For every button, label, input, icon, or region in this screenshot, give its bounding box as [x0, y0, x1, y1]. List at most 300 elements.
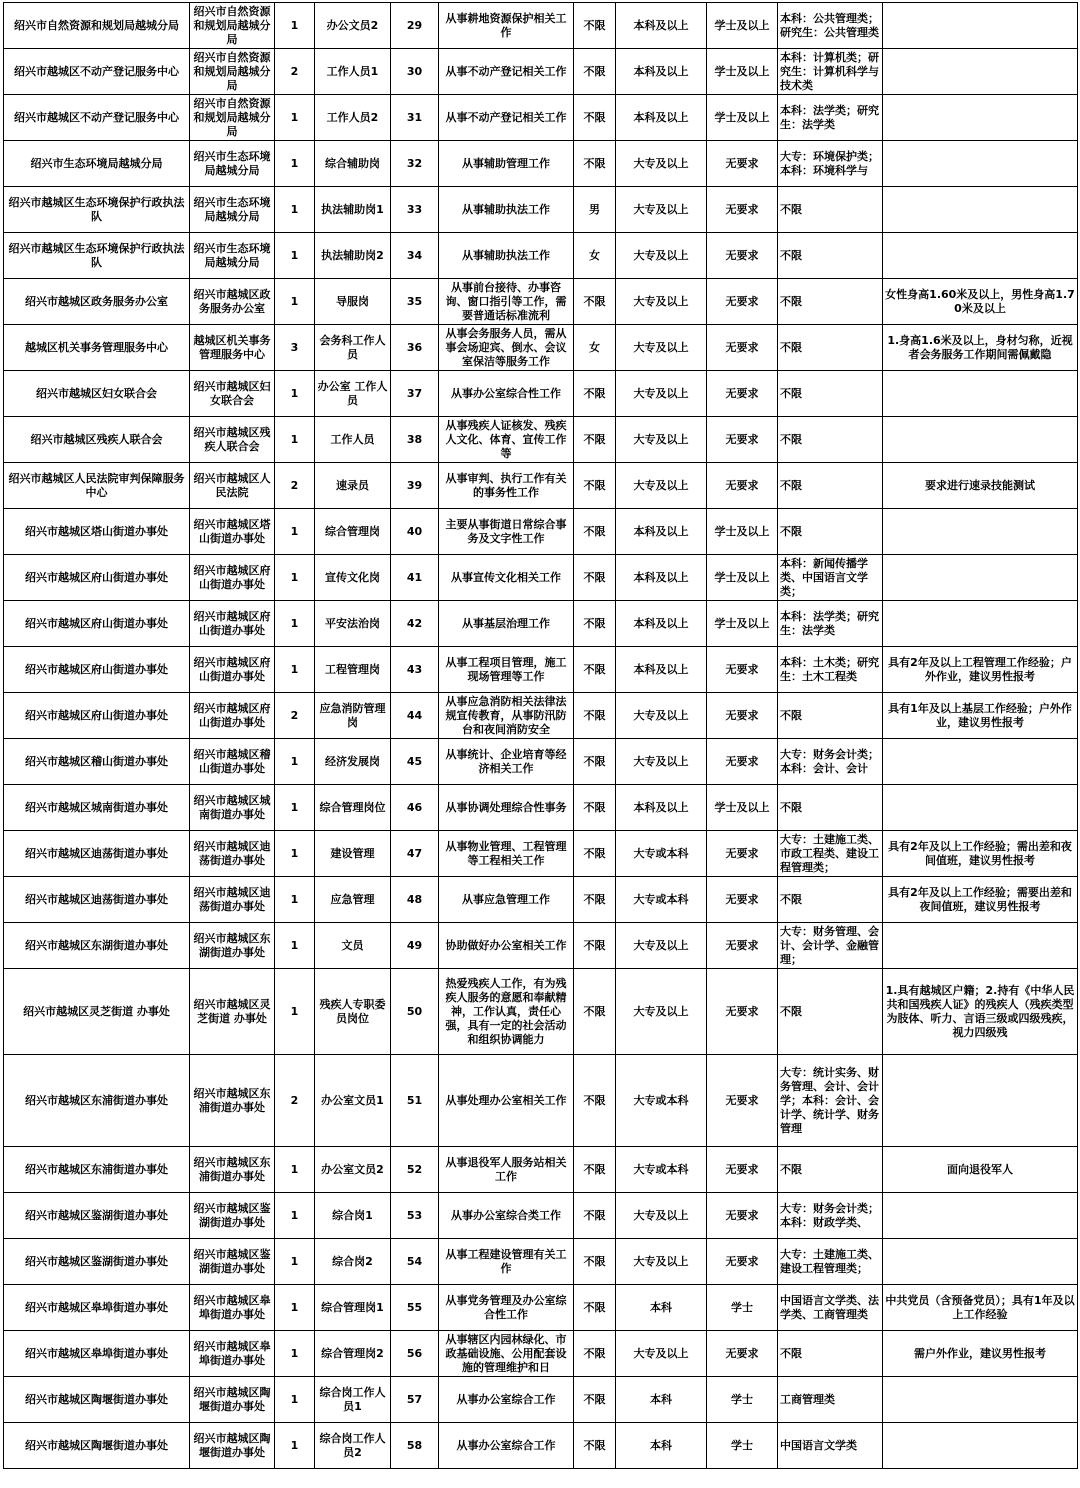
major-cell	[778, 1193, 883, 1239]
position-cell	[315, 877, 391, 923]
job-duty-cell	[439, 233, 574, 279]
major-text: 不限	[780, 478, 802, 492]
unit-cell	[190, 1055, 275, 1147]
gender-text: 不限	[583, 294, 606, 308]
major-cell	[778, 877, 883, 923]
degree-text: 无要求	[725, 892, 759, 906]
degree-cell	[707, 509, 778, 555]
remarks-cell	[883, 187, 1078, 233]
job-duty-cell	[439, 923, 574, 969]
education-cell	[616, 1147, 707, 1193]
education-text: 大专及以上	[633, 1208, 689, 1222]
position-cell	[315, 739, 391, 785]
education-text: 大专及以上	[633, 248, 689, 262]
headcount-text: 1	[290, 1438, 299, 1452]
position-text: 工作人员	[330, 432, 375, 446]
degree-cell	[707, 95, 778, 141]
education-text: 大专及以上	[633, 432, 689, 446]
position-cell	[315, 601, 391, 647]
position-cell	[315, 1147, 391, 1193]
major-text: 本科：新闻传播学类、中国语言文学类；	[780, 556, 868, 598]
remarks-cell	[883, 555, 1078, 601]
education-text: 大专及以上	[633, 156, 689, 170]
position-cell	[315, 417, 391, 463]
table-row	[4, 1423, 1078, 1469]
position-cell	[315, 1239, 391, 1285]
position-cell	[315, 785, 391, 831]
gender-text: 不限	[583, 1392, 606, 1406]
remarks-cell	[883, 49, 1078, 95]
degree-cell	[707, 831, 778, 877]
position-code-text: 29	[406, 18, 423, 32]
position-cell	[315, 1377, 391, 1423]
gender-cell	[574, 1193, 616, 1239]
position-text: 综合岗2	[332, 1254, 373, 1268]
job-duty-text: 从事辖区内园林绿化、市政基础设施、公用配套设施的管理维护和日	[445, 1332, 567, 1374]
gender-text: 不限	[583, 708, 606, 722]
position-cell	[315, 693, 391, 739]
gender-text: 不限	[583, 1300, 606, 1314]
headcount-text: 1	[290, 1346, 299, 1360]
unit-cell	[190, 555, 275, 601]
gender-text: 不限	[583, 1254, 606, 1268]
position-code-text: 50	[406, 1004, 423, 1018]
gender-cell	[574, 49, 616, 95]
major-cell	[778, 187, 883, 233]
gender-cell	[574, 325, 616, 371]
employer-text: 绍兴市越城区东湖街道办事处	[25, 938, 168, 952]
education-cell	[616, 969, 707, 1055]
education-text: 大专及以上	[633, 478, 689, 492]
unit-cell	[190, 279, 275, 325]
degree-cell	[707, 371, 778, 417]
headcount-cell	[275, 463, 315, 509]
employer-cell	[4, 509, 190, 555]
degree-cell	[707, 647, 778, 693]
education-text: 大专或本科	[633, 846, 689, 860]
gender-text: 不限	[583, 1093, 606, 1107]
employer-cell	[4, 187, 190, 233]
degree-cell	[707, 279, 778, 325]
remarks-cell	[883, 877, 1078, 923]
position-code-text: 31	[406, 110, 423, 124]
gender-text: 不限	[583, 18, 606, 32]
position-code-cell	[391, 969, 439, 1055]
job-duty-cell	[439, 417, 574, 463]
gender-text: 不限	[583, 1438, 606, 1452]
gender-cell	[574, 877, 616, 923]
employer-cell	[4, 1147, 190, 1193]
major-text: 工商管理类	[780, 1392, 835, 1406]
position-code-cell	[391, 371, 439, 417]
unit-text: 绍兴市越城区人民法院	[193, 471, 271, 499]
gender-cell	[574, 371, 616, 417]
major-cell	[778, 1285, 883, 1331]
degree-text: 无要求	[725, 1162, 759, 1176]
employer-text: 绍兴市越城区灵芝街道 办事处	[23, 1004, 170, 1018]
unit-text: 绍兴市越城区东湖街道办事处	[193, 931, 271, 959]
headcount-text: 1	[290, 1300, 299, 1314]
employer-text: 绍兴市越城区东浦街道办事处	[25, 1093, 168, 1107]
job-duty-cell	[439, 1147, 574, 1193]
major-text: 不限	[780, 1162, 802, 1176]
headcount-text: 1	[290, 616, 299, 630]
job-duty-cell	[439, 463, 574, 509]
gender-cell	[574, 1239, 616, 1285]
job-duty-text: 从事物业管理、工程管理等工程相关工作	[445, 839, 567, 867]
table-row	[4, 739, 1078, 785]
education-cell	[616, 95, 707, 141]
education-text: 本科及以上	[633, 524, 689, 538]
job-duty-cell	[439, 49, 574, 95]
employer-text: 绍兴市越城区迪荡街道办事处	[25, 892, 168, 906]
job-duty-text: 热爱残疾人工作，有为残疾人服务的意愿和奉献精神，工作认真，责任心强，具有一定的社会活动和组织协调能力	[445, 976, 567, 1046]
position-code-text: 30	[406, 64, 423, 78]
gender-cell	[574, 693, 616, 739]
headcount-cell	[275, 923, 315, 969]
employer-cell	[4, 3, 190, 49]
employer-cell	[4, 1055, 190, 1147]
job-duty-text: 从事统计、企业培育等经济相关工作	[445, 747, 567, 775]
job-duty-cell	[439, 555, 574, 601]
remarks-cell	[883, 831, 1078, 877]
education-text: 大专及以上	[633, 754, 689, 768]
unit-cell	[190, 1239, 275, 1285]
position-text: 会务科工作人员	[319, 333, 386, 361]
job-duty-text: 从事工程建设管理有关工作	[445, 1247, 567, 1275]
table-row	[4, 141, 1078, 187]
gender-cell	[574, 601, 616, 647]
position-code-text: 43	[406, 662, 423, 676]
degree-cell	[707, 1285, 778, 1331]
employer-text: 绍兴市越城区府山街道办事处	[25, 708, 168, 722]
unit-text: 绍兴市自然资源和规划局越城分局	[193, 4, 271, 46]
unit-text: 绍兴市越城区东浦街道办事处	[193, 1155, 271, 1183]
headcount-text: 1	[290, 294, 299, 308]
degree-cell	[707, 417, 778, 463]
gender-text: 不限	[583, 846, 606, 860]
headcount-text: 1	[290, 892, 299, 906]
unit-cell	[190, 509, 275, 555]
education-cell	[616, 923, 707, 969]
position-cell	[315, 1193, 391, 1239]
position-cell	[315, 49, 391, 95]
major-text: 本科：土木类；研究生：土木工程类	[780, 655, 879, 683]
headcount-text: 1	[290, 1004, 299, 1018]
position-text: 经济发展岗	[325, 754, 380, 768]
degree-cell	[707, 1377, 778, 1423]
position-text: 综合管理岗1	[321, 1300, 384, 1314]
unit-cell	[190, 831, 275, 877]
education-text: 大专及以上	[633, 294, 689, 308]
major-text: 中国语言文学类、法学类、工商管理类	[780, 1293, 879, 1321]
job-duty-cell	[439, 1193, 574, 1239]
table-row	[4, 555, 1078, 601]
education-text: 大专及以上	[633, 938, 689, 952]
employer-cell	[4, 877, 190, 923]
major-cell	[778, 95, 883, 141]
position-code-cell	[391, 1423, 439, 1469]
employer-text: 绍兴市越城区稽山街道办事处	[25, 754, 168, 768]
job-duty-cell	[439, 969, 574, 1055]
gender-text: 不限	[583, 662, 606, 676]
table-row	[4, 417, 1078, 463]
unit-cell	[190, 49, 275, 95]
position-text: 执法辅助岗2	[321, 248, 384, 262]
job-duty-text: 协助做好办公室相关工作	[445, 938, 567, 952]
degree-text: 无要求	[725, 386, 759, 400]
position-text: 综合管理岗位	[319, 800, 386, 814]
position-code-cell	[391, 325, 439, 371]
table-row	[4, 95, 1078, 141]
position-text: 执法辅助岗1	[321, 202, 384, 216]
job-duty-cell	[439, 1423, 574, 1469]
major-text: 不限	[780, 1004, 802, 1018]
position-code-text: 36	[406, 340, 423, 354]
position-code-cell	[391, 739, 439, 785]
position-text: 综合岗工作人员1	[319, 1385, 386, 1413]
gender-text: 不限	[583, 110, 606, 124]
position-code-text: 45	[406, 754, 423, 768]
headcount-text: 1	[290, 1392, 299, 1406]
position-code-cell	[391, 785, 439, 831]
employer-text: 绍兴市越城区生态环境保护行政执法队	[8, 195, 185, 223]
headcount-text: 3	[290, 340, 299, 354]
degree-text: 无要求	[725, 340, 759, 354]
table-row	[4, 1193, 1078, 1239]
major-text: 中国语言文学类	[780, 1438, 857, 1452]
major-cell	[778, 1377, 883, 1423]
major-text: 大专：土建施工类、建设工程管理类；	[780, 1247, 879, 1275]
position-code-text: 53	[406, 1208, 423, 1222]
remarks-cell	[883, 1239, 1078, 1285]
headcount-cell	[275, 1239, 315, 1285]
employer-cell	[4, 647, 190, 693]
unit-cell	[190, 601, 275, 647]
table-row	[4, 785, 1078, 831]
job-duty-text: 从事协调处理综合性事务	[445, 800, 567, 814]
major-text: 大专：土建施工类、市政工程类、建设工程管理类；	[780, 832, 879, 874]
major-text: 大专：财务会计类；本科：会计、会计	[780, 747, 879, 775]
employer-cell	[4, 739, 190, 785]
employer-text: 绍兴市越城区生态环境保护行政执法队	[8, 241, 185, 269]
job-duty-cell	[439, 325, 574, 371]
employer-text: 绍兴市越城区残疾人联合会	[30, 432, 163, 446]
position-cell	[315, 325, 391, 371]
degree-text: 学士及以上	[714, 524, 770, 538]
major-text: 不限	[780, 1346, 802, 1360]
employer-cell	[4, 1239, 190, 1285]
employer-text: 绍兴市生态环境局越城分局	[30, 156, 163, 170]
employer-cell	[4, 831, 190, 877]
education-text: 大专及以上	[633, 340, 689, 354]
education-text: 本科及以上	[633, 18, 689, 32]
unit-cell	[190, 647, 275, 693]
employer-text: 绍兴市越城区人民法院审判保障服务中心	[8, 471, 185, 499]
remarks-text: 女性身高1.60米及以上，男性身高1.70米及以上	[885, 287, 1075, 315]
table-row	[4, 601, 1078, 647]
job-duty-cell	[439, 187, 574, 233]
headcount-cell	[275, 233, 315, 279]
degree-cell	[707, 1423, 778, 1469]
remarks-cell	[883, 647, 1078, 693]
gender-cell	[574, 647, 616, 693]
degree-text: 学士及以上	[714, 570, 770, 584]
position-text: 综合管理岗2	[321, 1346, 384, 1360]
position-text: 办公室 工作人员	[317, 379, 388, 407]
employer-cell	[4, 463, 190, 509]
gender-text: 不限	[583, 938, 606, 952]
employer-text: 绍兴市越城区不动产登记服务中心	[14, 64, 179, 78]
position-code-cell	[391, 187, 439, 233]
headcount-cell	[275, 969, 315, 1055]
job-duty-text: 从事辅助管理工作	[462, 156, 550, 170]
job-duty-cell	[439, 785, 574, 831]
degree-text: 学士及以上	[714, 64, 770, 78]
degree-cell	[707, 1147, 778, 1193]
employer-cell	[4, 279, 190, 325]
employer-cell	[4, 325, 190, 371]
degree-cell	[707, 739, 778, 785]
job-duty-cell	[439, 95, 574, 141]
employer-cell	[4, 95, 190, 141]
job-duty-cell	[439, 1285, 574, 1331]
employer-cell	[4, 233, 190, 279]
table-row	[4, 693, 1078, 739]
major-text: 不限	[780, 708, 802, 722]
remarks-text: 具有2年及以上工作经验；需要出差和夜间值班，建议男性报考	[888, 885, 1072, 913]
headcount-cell	[275, 877, 315, 923]
unit-text: 绍兴市越城区府山街道办事处	[193, 609, 271, 637]
table-row	[4, 1147, 1078, 1193]
position-cell	[315, 647, 391, 693]
remarks-cell	[883, 233, 1078, 279]
education-text: 本科及以上	[633, 616, 689, 630]
position-text: 办公文员2	[326, 18, 379, 32]
degree-cell	[707, 233, 778, 279]
table-row	[4, 509, 1078, 555]
headcount-text: 2	[290, 64, 299, 78]
employer-text: 绍兴市越城区鉴湖街道办事处	[25, 1254, 168, 1268]
degree-cell	[707, 1239, 778, 1285]
education-cell	[616, 1193, 707, 1239]
unit-cell	[190, 785, 275, 831]
unit-text: 绍兴市越城区政务服务办公室	[193, 287, 271, 315]
job-duty-text: 从事辅助执法工作	[462, 248, 550, 262]
position-code-text: 41	[406, 570, 423, 584]
education-text: 大专及以上	[633, 386, 689, 400]
position-text: 速录员	[336, 478, 369, 492]
remarks-cell	[883, 785, 1078, 831]
remarks-cell	[883, 1147, 1078, 1193]
unit-cell	[190, 95, 275, 141]
major-cell	[778, 831, 883, 877]
table-row	[4, 187, 1078, 233]
major-cell	[778, 417, 883, 463]
job-duty-text: 从事审判、执行工作有关的事务性工作	[445, 471, 567, 499]
education-cell	[616, 279, 707, 325]
position-cell	[315, 371, 391, 417]
table-row	[4, 325, 1078, 371]
gender-text: 女	[589, 248, 600, 262]
employer-text: 越城区机关事务管理服务中心	[25, 340, 168, 354]
position-cell	[315, 95, 391, 141]
position-text: 综合岗工作人员2	[319, 1431, 386, 1459]
education-text: 本科	[650, 1392, 672, 1406]
table-body	[4, 3, 1078, 1469]
position-text: 办公室文员1	[321, 1093, 384, 1107]
position-text: 平安法治岗	[325, 616, 380, 630]
major-text: 不限	[780, 202, 802, 216]
degree-cell	[707, 601, 778, 647]
job-duty-text: 从事前台接待、办事咨询、窗口指引等工作，需要普通话标准流利	[445, 280, 567, 322]
education-text: 本科及以上	[633, 64, 689, 78]
position-code-text: 58	[406, 1438, 423, 1452]
remarks-text: 具有1年及以上基层工作经验；户外作业，建议男性报考	[888, 701, 1072, 729]
gender-cell	[574, 785, 616, 831]
unit-cell	[190, 325, 275, 371]
headcount-cell	[275, 141, 315, 187]
headcount-text: 1	[290, 800, 299, 814]
position-code-text: 52	[406, 1162, 423, 1176]
job-duty-text: 从事残疾人证核发、残疾人文化、体育、宣传工作等	[445, 418, 567, 460]
position-text: 残疾人专职委员岗位	[319, 997, 386, 1025]
position-cell	[315, 969, 391, 1055]
employer-text: 绍兴市越城区塔山街道办事处	[25, 524, 168, 538]
major-cell	[778, 141, 883, 187]
table-row	[4, 1377, 1078, 1423]
degree-cell	[707, 785, 778, 831]
remarks-cell	[883, 1285, 1078, 1331]
degree-cell	[707, 463, 778, 509]
degree-text: 学士及以上	[714, 18, 770, 32]
unit-cell	[190, 1331, 275, 1377]
job-duty-text: 从事不动产登记相关工作	[445, 110, 567, 124]
job-duty-cell	[439, 693, 574, 739]
unit-text: 绍兴市越城区残疾人联合会	[193, 425, 271, 453]
major-text: 不限	[780, 386, 802, 400]
degree-text: 无要求	[725, 1093, 759, 1107]
position-code-text: 48	[406, 892, 423, 906]
major-text: 本科：法学类；研究生：法学类	[780, 103, 879, 131]
job-duty-cell	[439, 601, 574, 647]
job-duty-text: 从事不动产登记相关工作	[445, 64, 567, 78]
position-cell	[315, 233, 391, 279]
education-text: 本科	[650, 1438, 672, 1452]
headcount-text: 1	[290, 156, 299, 170]
headcount-cell	[275, 371, 315, 417]
headcount-cell	[275, 1193, 315, 1239]
education-cell	[616, 1239, 707, 1285]
unit-text: 绍兴市越城区妇女联合会	[193, 379, 271, 407]
gender-text: 不限	[583, 524, 606, 538]
unit-cell	[190, 693, 275, 739]
headcount-cell	[275, 279, 315, 325]
gender-text: 男	[589, 202, 600, 216]
headcount-cell	[275, 325, 315, 371]
position-code-cell	[391, 509, 439, 555]
degree-text: 无要求	[725, 846, 759, 860]
gender-cell	[574, 739, 616, 785]
remarks-text: 具有2年及以上工作经验；需出差和夜间值班，建议男性报考	[888, 839, 1072, 867]
degree-text: 无要求	[725, 1254, 759, 1268]
unit-text: 绍兴市生态环境局越城分局	[193, 195, 271, 223]
employer-text: 绍兴市越城区东浦街道办事处	[25, 1162, 168, 1176]
remarks-cell	[883, 371, 1078, 417]
headcount-text: 1	[290, 110, 299, 124]
remarks-cell	[883, 601, 1078, 647]
employer-text: 绍兴市越城区政务服务办公室	[25, 294, 168, 308]
